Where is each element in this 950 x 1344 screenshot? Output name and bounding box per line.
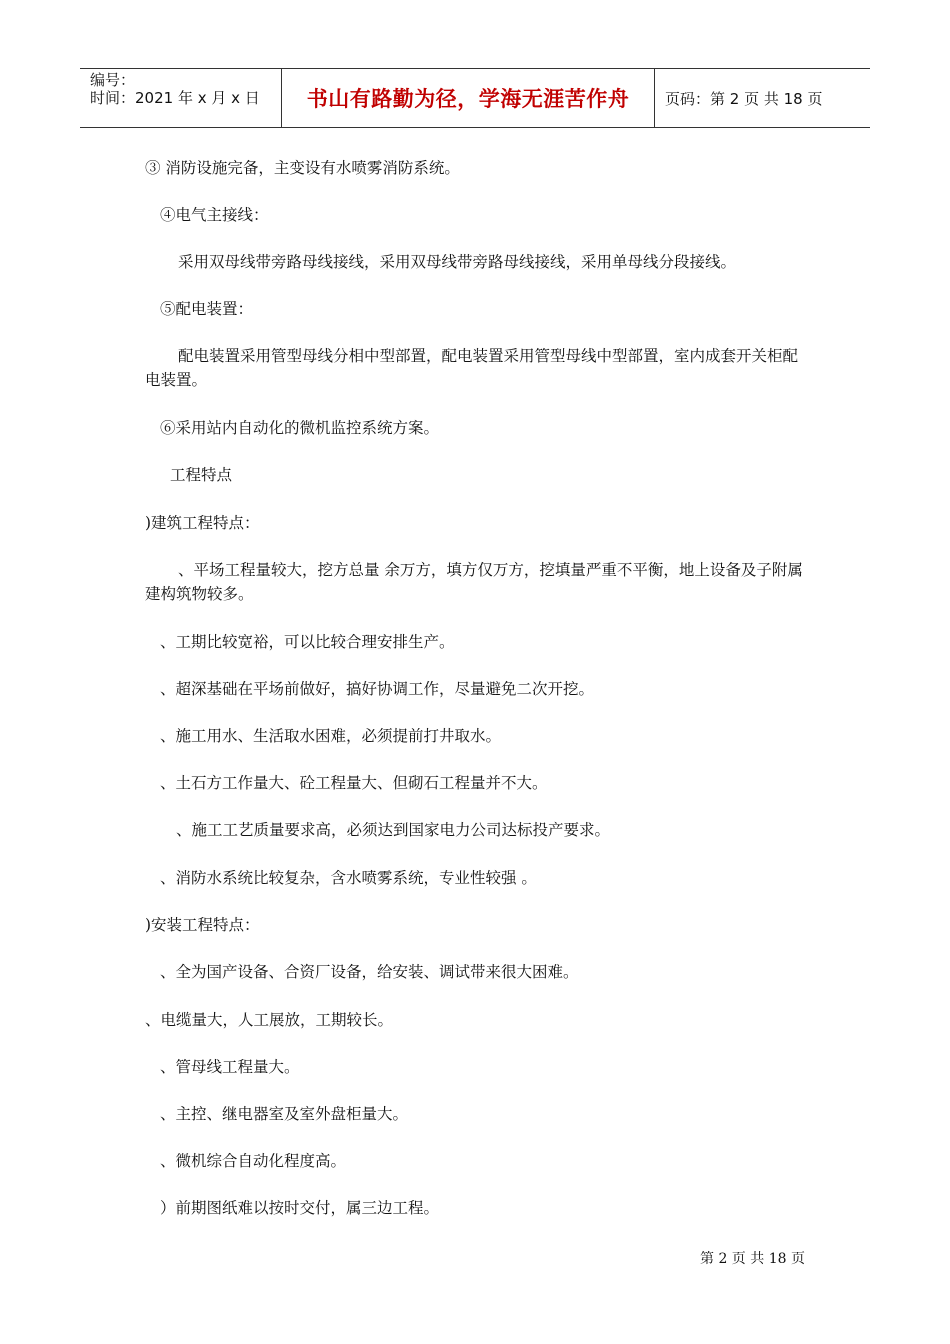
paragraph: 、平场工程量较大，挖方总量 余万方，填方仅万方，挖填量严重不平衡，地上设备及子附属建构筑物较多。: [145, 561, 803, 603]
list-item: 、微机综合自动化程度高。: [160, 1152, 347, 1170]
list-item: 、施工用水、生活取水困难，必须提前打井取水。: [160, 727, 502, 745]
header-page-info: 页码：第 2 页 共 18 页: [665, 89, 823, 108]
list-item: 、消防水系统比较复杂，含水喷雾系统，专业性较强 。: [160, 869, 537, 887]
list-item: 、主控、继电器室及室外盘柜量大。: [160, 1105, 409, 1123]
subsection-heading: )安装工程特点：: [145, 916, 260, 934]
header-page-cell: [655, 69, 870, 127]
list-item: 、全为国产设备、合资厂设备，给安装、调试带来很大困难。: [160, 963, 579, 981]
list-item: 、土石方工作量大、砼工程量大、但砌石工程量并不大。: [160, 774, 548, 792]
paragraph: ⑥采用站内自动化的微机监控系统方案。: [160, 419, 440, 437]
header-motto: 书山有路勤为径，学海无涯苦作舟: [306, 87, 630, 111]
paragraph: 采用双母线带旁路母线接线，采用双母线带旁路母线接线，采用单母线分段接线。: [178, 253, 737, 271]
paragraph: ⑤配电装置：: [160, 300, 254, 318]
page-footer: 第 2 页 共 18 页: [700, 1251, 805, 1267]
section-heading: 工程特点: [170, 466, 233, 484]
list-item: 、超深基础在平场前做好，搞好协调工作，尽量避免二次开挖。: [160, 680, 595, 698]
subsection-heading: )建筑工程特点：: [145, 514, 260, 532]
list-item: 、施工工艺质量要求高，必须达到国家电力公司达标投产要求。: [176, 821, 611, 839]
document-time-label: 时间：2021 年 x 月 x 日: [90, 89, 260, 107]
page-header: [80, 68, 870, 128]
document-number-label: 编号：: [90, 71, 136, 89]
list-item: ）前期图纸难以按时交付，属三边工程。: [160, 1199, 440, 1217]
header-meta: [80, 69, 282, 127]
paragraph: ④电气主接线：: [160, 206, 269, 224]
list-item: 、工期比较宽裕，可以比较合理安排生产。: [160, 633, 455, 651]
paragraph: ③ 消防设施完备，主变设有水喷雾消防系统。: [145, 159, 460, 177]
paragraph: 配电装置采用管型母线分相中型部置，配电装置采用管型母线中型部置，室内成套开关柜配电装置。: [145, 347, 799, 389]
list-item: 、管母线工程量大。: [160, 1058, 300, 1076]
header-motto-cell: [282, 69, 655, 127]
list-item: 、电缆量大，人工展放，工期较长。: [145, 1011, 394, 1029]
